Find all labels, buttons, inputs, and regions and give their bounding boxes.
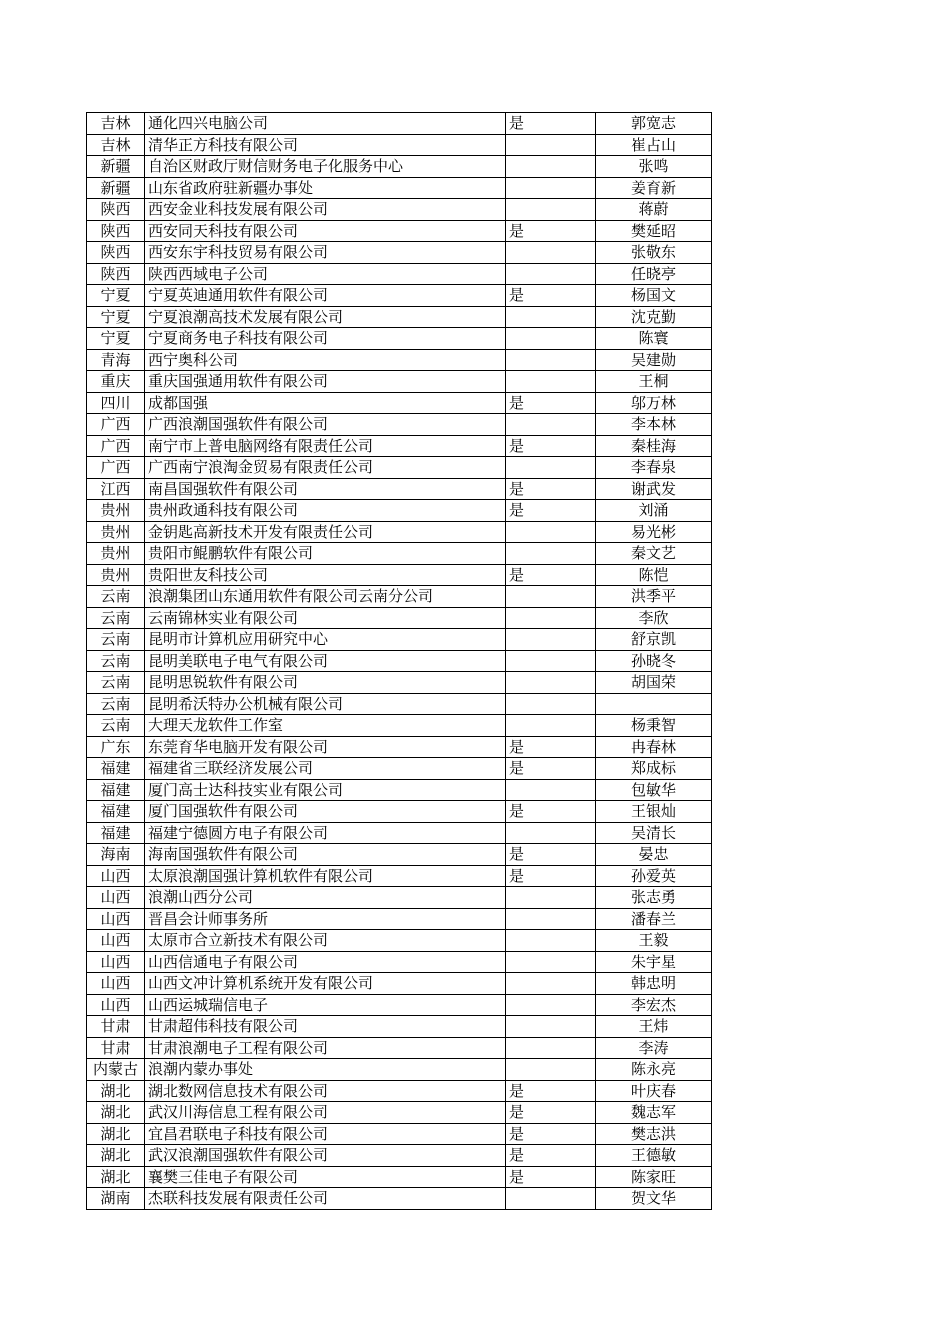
- province-cell: 广西: [87, 457, 145, 479]
- flag-cell: [506, 779, 596, 801]
- company-cell: 广西南宁浪淘金贸易有限责任公司: [145, 457, 506, 479]
- company-cell: 浪潮内蒙办事处: [145, 1059, 506, 1081]
- company-cell: 南宁市上普电脑网络有限责任公司: [145, 435, 506, 457]
- table-row: [87, 1037, 712, 1059]
- flag-cell: [506, 994, 596, 1016]
- contact-cell: 舒京凯: [596, 629, 712, 651]
- flag-cell: [506, 156, 596, 178]
- province-cell: 四川: [87, 392, 145, 414]
- province-cell: 陕西: [87, 263, 145, 285]
- table-row: [87, 586, 712, 608]
- flag-cell: [506, 586, 596, 608]
- contact-cell: [596, 693, 712, 715]
- table-row: [87, 650, 712, 672]
- table-row: [87, 1145, 712, 1167]
- company-cell: 贵州政通科技有限公司: [145, 500, 506, 522]
- province-cell: 湖北: [87, 1123, 145, 1145]
- table-row: [87, 822, 712, 844]
- flag-cell: 是: [506, 435, 596, 457]
- table-row: [87, 1188, 712, 1210]
- province-cell: 福建: [87, 758, 145, 780]
- company-cell: 山东省政府驻新疆办事处: [145, 177, 506, 199]
- flag-cell: 是: [506, 478, 596, 500]
- province-cell: 湖南: [87, 1188, 145, 1210]
- company-cell: 西安东宇科技贸易有限公司: [145, 242, 506, 264]
- contact-cell: 胡国荣: [596, 672, 712, 694]
- province-cell: 云南: [87, 586, 145, 608]
- table-row: [87, 973, 712, 995]
- province-cell: 宁夏: [87, 285, 145, 307]
- flag-cell: [506, 199, 596, 221]
- company-cell: 福建宁德圆方电子有限公司: [145, 822, 506, 844]
- table-row: [87, 478, 712, 500]
- partner-table-body: [87, 113, 712, 1210]
- contact-cell: 冉春林: [596, 736, 712, 758]
- flag-cell: [506, 543, 596, 565]
- province-cell: 山西: [87, 994, 145, 1016]
- table-row: [87, 1102, 712, 1124]
- flag-cell: [506, 521, 596, 543]
- contact-cell: 吴建勋: [596, 349, 712, 371]
- province-cell: 云南: [87, 650, 145, 672]
- table-row: [87, 801, 712, 823]
- table-row: [87, 887, 712, 909]
- flag-cell: 是: [506, 1123, 596, 1145]
- flag-cell: [506, 371, 596, 393]
- flag-cell: [506, 242, 596, 264]
- contact-cell: 李春泉: [596, 457, 712, 479]
- flag-cell: [506, 693, 596, 715]
- province-cell: 湖北: [87, 1080, 145, 1102]
- table-row: [87, 242, 712, 264]
- province-cell: 宁夏: [87, 306, 145, 328]
- company-cell: 湖北数网信息技术有限公司: [145, 1080, 506, 1102]
- table-row: [87, 306, 712, 328]
- province-cell: 山西: [87, 865, 145, 887]
- province-cell: 甘肃: [87, 1016, 145, 1038]
- province-cell: 陕西: [87, 199, 145, 221]
- contact-cell: 任晓亭: [596, 263, 712, 285]
- flag-cell: 是: [506, 1166, 596, 1188]
- company-cell: 自治区财政厅财信财务电子化服务中心: [145, 156, 506, 178]
- province-cell: 山西: [87, 951, 145, 973]
- contact-cell: 李宏杰: [596, 994, 712, 1016]
- company-cell: 襄樊三佳电子有限公司: [145, 1166, 506, 1188]
- flag-cell: [506, 607, 596, 629]
- flag-cell: [506, 134, 596, 156]
- company-cell: 太原市合立新技术有限公司: [145, 930, 506, 952]
- flag-cell: [506, 1188, 596, 1210]
- flag-cell: 是: [506, 220, 596, 242]
- table-row: [87, 392, 712, 414]
- contact-cell: 樊延昭: [596, 220, 712, 242]
- contact-cell: 陈恺: [596, 564, 712, 586]
- province-cell: 云南: [87, 672, 145, 694]
- contact-cell: 朱宇星: [596, 951, 712, 973]
- company-cell: 广西浪潮国强软件有限公司: [145, 414, 506, 436]
- flag-cell: [506, 1037, 596, 1059]
- flag-cell: 是: [506, 113, 596, 135]
- contact-cell: 吴清长: [596, 822, 712, 844]
- company-cell: 南昌国强软件有限公司: [145, 478, 506, 500]
- company-cell: 成都国强: [145, 392, 506, 414]
- company-cell: 西安同天科技有限公司: [145, 220, 506, 242]
- flag-cell: 是: [506, 736, 596, 758]
- table-row: [87, 672, 712, 694]
- company-cell: 西安金业科技发展有限公司: [145, 199, 506, 221]
- flag-cell: [506, 1016, 596, 1038]
- province-cell: 福建: [87, 779, 145, 801]
- company-cell: 厦门国强软件有限公司: [145, 801, 506, 823]
- province-cell: 吉林: [87, 113, 145, 135]
- company-cell: 宁夏浪潮高技术发展有限公司: [145, 306, 506, 328]
- province-cell: 湖北: [87, 1145, 145, 1167]
- contact-cell: 姜育新: [596, 177, 712, 199]
- contact-cell: 韩忠明: [596, 973, 712, 995]
- table-row: [87, 220, 712, 242]
- table-row: [87, 736, 712, 758]
- company-cell: 陕西西域电子公司: [145, 263, 506, 285]
- contact-cell: 包敏华: [596, 779, 712, 801]
- contact-cell: 秦文艺: [596, 543, 712, 565]
- table-row: [87, 908, 712, 930]
- contact-cell: 郑成标: [596, 758, 712, 780]
- contact-cell: 晏忠: [596, 844, 712, 866]
- company-cell: 武汉川海信息工程有限公司: [145, 1102, 506, 1124]
- flag-cell: 是: [506, 1145, 596, 1167]
- province-cell: 福建: [87, 822, 145, 844]
- flag-cell: [506, 951, 596, 973]
- flag-cell: [506, 908, 596, 930]
- company-cell: 清华正方科技有限公司: [145, 134, 506, 156]
- province-cell: 湖北: [87, 1166, 145, 1188]
- contact-cell: 孙爱英: [596, 865, 712, 887]
- flag-cell: [506, 306, 596, 328]
- company-cell: 甘肃超伟科技有限公司: [145, 1016, 506, 1038]
- table-row: [87, 607, 712, 629]
- company-cell: 太原浪潮国强计算机软件有限公司: [145, 865, 506, 887]
- province-cell: 山西: [87, 973, 145, 995]
- province-cell: 云南: [87, 715, 145, 737]
- contact-cell: 易光彬: [596, 521, 712, 543]
- table-row: [87, 564, 712, 586]
- flag-cell: [506, 930, 596, 952]
- table-row: [87, 865, 712, 887]
- company-cell: 宁夏商务电子科技有限公司: [145, 328, 506, 350]
- flag-cell: 是: [506, 758, 596, 780]
- flag-cell: [506, 457, 596, 479]
- table-row: [87, 349, 712, 371]
- company-cell: 贵阳市鲲鹏软件有限公司: [145, 543, 506, 565]
- company-cell: 厦门高士达科技实业有限公司: [145, 779, 506, 801]
- province-cell: 宁夏: [87, 328, 145, 350]
- province-cell: 贵州: [87, 543, 145, 565]
- province-cell: 内蒙古: [87, 1059, 145, 1081]
- company-cell: 武汉浪潮国强软件有限公司: [145, 1145, 506, 1167]
- province-cell: 云南: [87, 693, 145, 715]
- contact-cell: 谢武发: [596, 478, 712, 500]
- table-row: [87, 779, 712, 801]
- flag-cell: 是: [506, 1080, 596, 1102]
- flag-cell: 是: [506, 564, 596, 586]
- table-row: [87, 1016, 712, 1038]
- contact-cell: 魏志军: [596, 1102, 712, 1124]
- table-row: [87, 930, 712, 952]
- company-cell: 福建省三联经济发展公司: [145, 758, 506, 780]
- contact-cell: 王桐: [596, 371, 712, 393]
- contact-cell: 杨国文: [596, 285, 712, 307]
- company-cell: 昆明市计算机应用研究中心: [145, 629, 506, 651]
- table-row: [87, 500, 712, 522]
- table-row: [87, 328, 712, 350]
- province-cell: 云南: [87, 629, 145, 651]
- province-cell: 陕西: [87, 242, 145, 264]
- contact-cell: 叶庆春: [596, 1080, 712, 1102]
- table-row: [87, 1123, 712, 1145]
- province-cell: 吉林: [87, 134, 145, 156]
- flag-cell: 是: [506, 844, 596, 866]
- company-cell: 云南锦林实业有限公司: [145, 607, 506, 629]
- table-row: [87, 1080, 712, 1102]
- contact-cell: 邬万林: [596, 392, 712, 414]
- table-row: [87, 134, 712, 156]
- table-row: [87, 758, 712, 780]
- contact-cell: 孙晓冬: [596, 650, 712, 672]
- company-cell: 山西文冲计算机系统开发有限公司: [145, 973, 506, 995]
- province-cell: 贵州: [87, 521, 145, 543]
- province-cell: 云南: [87, 607, 145, 629]
- province-cell: 新疆: [87, 177, 145, 199]
- contact-cell: 洪季平: [596, 586, 712, 608]
- contact-cell: 陈永亮: [596, 1059, 712, 1081]
- province-cell: 广东: [87, 736, 145, 758]
- province-cell: 青海: [87, 349, 145, 371]
- table-row: [87, 435, 712, 457]
- company-cell: 浪潮集团山东通用软件有限公司云南分公司: [145, 586, 506, 608]
- table-row: [87, 844, 712, 866]
- table-row: [87, 951, 712, 973]
- table-row: [87, 113, 712, 135]
- contact-cell: 蒋蔚: [596, 199, 712, 221]
- province-cell: 广西: [87, 414, 145, 436]
- province-cell: 陕西: [87, 220, 145, 242]
- flag-cell: 是: [506, 285, 596, 307]
- company-cell: 昆明思锐软件有限公司: [145, 672, 506, 694]
- company-cell: 大理天龙软件工作室: [145, 715, 506, 737]
- flag-cell: [506, 973, 596, 995]
- company-cell: 昆明希沃特办公机械有限公司: [145, 693, 506, 715]
- flag-cell: [506, 629, 596, 651]
- flag-cell: [506, 263, 596, 285]
- contact-cell: 李欣: [596, 607, 712, 629]
- contact-cell: 杨秉智: [596, 715, 712, 737]
- province-cell: 广西: [87, 435, 145, 457]
- company-cell: 宜昌君联电子科技有限公司: [145, 1123, 506, 1145]
- company-cell: 重庆国强通用软件有限公司: [145, 371, 506, 393]
- province-cell: 贵州: [87, 564, 145, 586]
- table-row: [87, 629, 712, 651]
- table-row: [87, 715, 712, 737]
- company-cell: 东莞育华电脑开发有限公司: [145, 736, 506, 758]
- contact-cell: 郭宽志: [596, 113, 712, 135]
- company-cell: 海南国强软件有限公司: [145, 844, 506, 866]
- contact-cell: 沈克勤: [596, 306, 712, 328]
- company-cell: 杰联科技发展有限责任公司: [145, 1188, 506, 1210]
- flag-cell: [506, 887, 596, 909]
- contact-cell: 樊志洪: [596, 1123, 712, 1145]
- flag-cell: [506, 822, 596, 844]
- province-cell: 贵州: [87, 500, 145, 522]
- table-row: [87, 199, 712, 221]
- contact-cell: 王毅: [596, 930, 712, 952]
- contact-cell: 潘春兰: [596, 908, 712, 930]
- table-row: [87, 285, 712, 307]
- province-cell: 重庆: [87, 371, 145, 393]
- province-cell: 山西: [87, 930, 145, 952]
- flag-cell: 是: [506, 801, 596, 823]
- company-cell: 甘肃浪潮电子工程有限公司: [145, 1037, 506, 1059]
- province-cell: 山西: [87, 908, 145, 930]
- contact-cell: 陈家旺: [596, 1166, 712, 1188]
- contact-cell: 刘涌: [596, 500, 712, 522]
- table-row: [87, 994, 712, 1016]
- company-cell: 晋昌会计师事务所: [145, 908, 506, 930]
- table-row: [87, 1059, 712, 1081]
- province-cell: 山西: [87, 887, 145, 909]
- flag-cell: [506, 1059, 596, 1081]
- flag-cell: [506, 414, 596, 436]
- table-row: [87, 177, 712, 199]
- table-row: [87, 543, 712, 565]
- company-cell: 昆明美联电子电气有限公司: [145, 650, 506, 672]
- table-row: [87, 156, 712, 178]
- province-cell: 福建: [87, 801, 145, 823]
- table-row: [87, 1166, 712, 1188]
- company-cell: 山西信通电子有限公司: [145, 951, 506, 973]
- company-cell: 浪潮山西分公司: [145, 887, 506, 909]
- table-row: [87, 693, 712, 715]
- flag-cell: [506, 715, 596, 737]
- contact-cell: 崔占山: [596, 134, 712, 156]
- company-cell: 山西运城瑞信电子: [145, 994, 506, 1016]
- province-cell: 江西: [87, 478, 145, 500]
- flag-cell: 是: [506, 1102, 596, 1124]
- contact-cell: 李本林: [596, 414, 712, 436]
- table-row: [87, 263, 712, 285]
- flag-cell: [506, 672, 596, 694]
- contact-cell: 王德敏: [596, 1145, 712, 1167]
- province-cell: 甘肃: [87, 1037, 145, 1059]
- company-cell: 金钥匙高新技术开发有限责任公司: [145, 521, 506, 543]
- flag-cell: 是: [506, 392, 596, 414]
- contact-cell: 贺文华: [596, 1188, 712, 1210]
- province-cell: 湖北: [87, 1102, 145, 1124]
- province-cell: 新疆: [87, 156, 145, 178]
- partner-table: [86, 112, 712, 1210]
- contact-cell: 张志勇: [596, 887, 712, 909]
- province-cell: 海南: [87, 844, 145, 866]
- table-row: [87, 521, 712, 543]
- contact-cell: 秦桂海: [596, 435, 712, 457]
- company-cell: 贵阳世友科技公司: [145, 564, 506, 586]
- flag-cell: 是: [506, 865, 596, 887]
- flag-cell: [506, 177, 596, 199]
- contact-cell: 王炜: [596, 1016, 712, 1038]
- company-cell: 宁夏英迪通用软件有限公司: [145, 285, 506, 307]
- flag-cell: [506, 650, 596, 672]
- flag-cell: [506, 328, 596, 350]
- table-row: [87, 457, 712, 479]
- contact-cell: 王银灿: [596, 801, 712, 823]
- contact-cell: 张敬东: [596, 242, 712, 264]
- contact-cell: 陈寰: [596, 328, 712, 350]
- table-row: [87, 371, 712, 393]
- company-cell: 通化四兴电脑公司: [145, 113, 506, 135]
- contact-cell: 李涛: [596, 1037, 712, 1059]
- contact-cell: 张鸣: [596, 156, 712, 178]
- flag-cell: [506, 349, 596, 371]
- company-cell: 西宁奥科公司: [145, 349, 506, 371]
- flag-cell: 是: [506, 500, 596, 522]
- table-row: [87, 414, 712, 436]
